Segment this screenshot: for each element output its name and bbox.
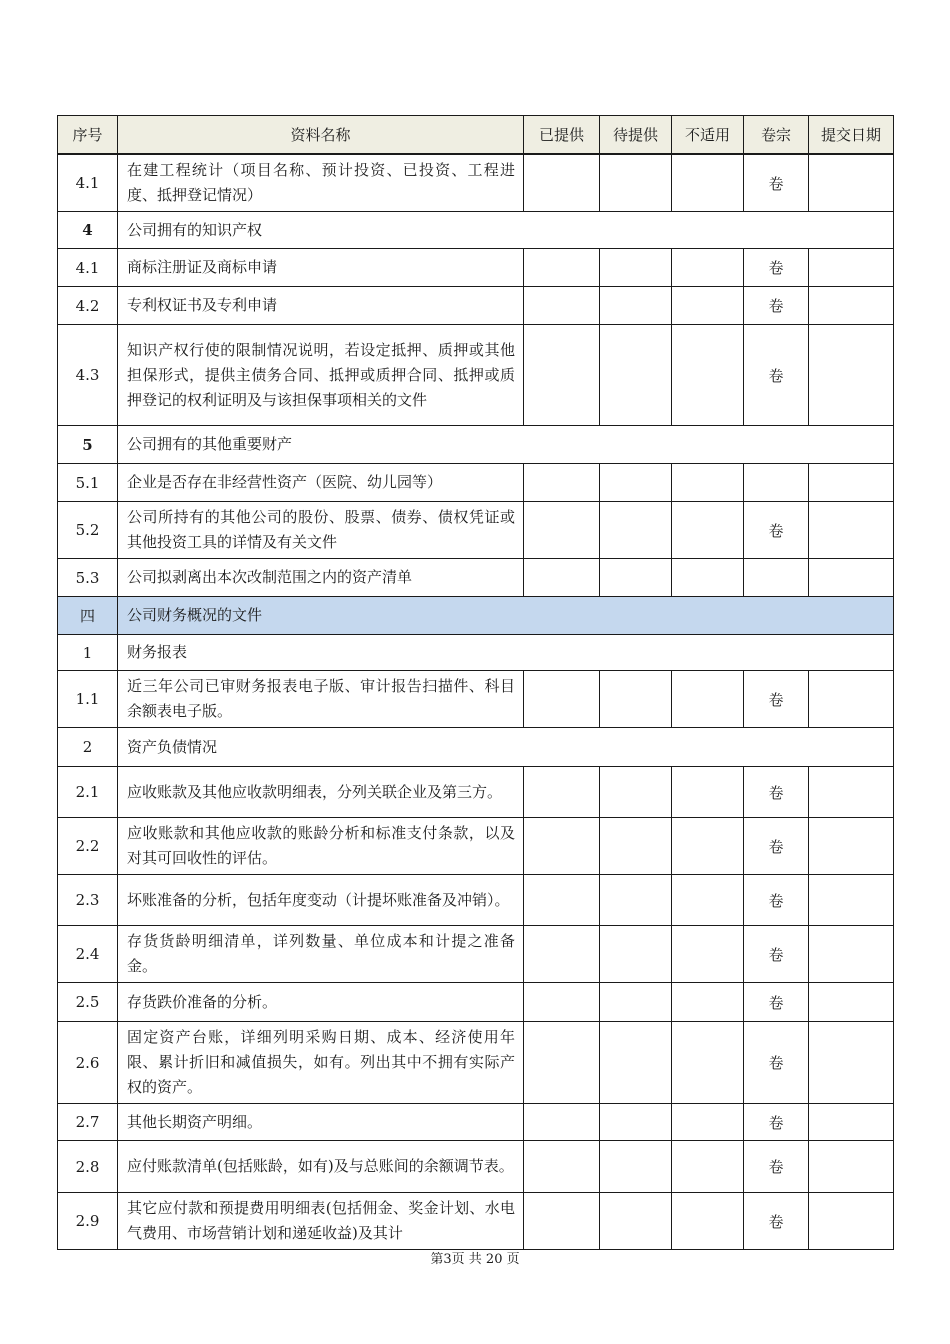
- provided-cell: [524, 154, 600, 212]
- not-applicable-cell: [672, 559, 744, 597]
- pending-cell: [600, 983, 672, 1022]
- table-row: [58, 325, 894, 426]
- row-number: 2.2: [58, 818, 118, 875]
- pending-cell: [600, 671, 672, 728]
- provided-cell: [524, 1104, 600, 1141]
- item-name: 应收账款及其他应收款明细表，分列关联企业及第三方。: [118, 767, 524, 818]
- table-row: [58, 767, 894, 818]
- volume-cell: 卷: [744, 325, 809, 426]
- provided-cell: [524, 464, 600, 502]
- submit-date-cell: [809, 1104, 894, 1141]
- materials-checklist-table: [57, 115, 894, 1250]
- item-name: 商标注册证及商标申请: [118, 249, 524, 287]
- header-name: 资料名称: [118, 116, 524, 155]
- row-number: 2.5: [58, 983, 118, 1022]
- row-number: 4.2: [58, 287, 118, 325]
- header-not-applicable: 不适用: [672, 116, 744, 155]
- not-applicable-cell: [672, 926, 744, 983]
- not-applicable-cell: [672, 502, 744, 559]
- row-number: 2.6: [58, 1022, 118, 1104]
- table-row: [58, 154, 894, 212]
- not-applicable-cell: [672, 875, 744, 926]
- provided-cell: [524, 325, 600, 426]
- header-volume: 卷宗: [744, 116, 809, 155]
- submit-date-cell: [809, 818, 894, 875]
- submit-date-cell: [809, 926, 894, 983]
- submit-date-cell: [809, 767, 894, 818]
- item-name: 存货货龄明细清单，详列数量、单位成本和计提之准备金。: [118, 926, 524, 983]
- section-number: 四: [58, 597, 118, 635]
- provided-cell: [524, 767, 600, 818]
- provided-cell: [524, 1022, 600, 1104]
- submit-date-cell: [809, 1141, 894, 1193]
- volume-cell: 卷: [744, 926, 809, 983]
- submit-date-cell: [809, 983, 894, 1022]
- volume-cell: 卷: [744, 1141, 809, 1193]
- pending-cell: [600, 926, 672, 983]
- volume-cell: 卷: [744, 1022, 809, 1104]
- pending-cell: [600, 154, 672, 212]
- pending-cell: [600, 559, 672, 597]
- table-row: [58, 926, 894, 983]
- pending-cell: [600, 325, 672, 426]
- submit-date-cell: [809, 1022, 894, 1104]
- table-row: [58, 1141, 894, 1193]
- item-name: 公司拟剥离出本次改制范围之内的资产清单: [118, 559, 524, 597]
- volume-cell: 卷: [744, 502, 809, 559]
- item-name: 专利权证书及专利申请: [118, 287, 524, 325]
- pending-cell: [600, 767, 672, 818]
- pending-cell: [600, 818, 672, 875]
- provided-cell: [524, 559, 600, 597]
- table-row: [58, 818, 894, 875]
- row-number: 4.3: [58, 325, 118, 426]
- not-applicable-cell: [672, 1141, 744, 1193]
- volume-cell: 卷: [744, 287, 809, 325]
- row-number: 1.1: [58, 671, 118, 728]
- table-row: [58, 1022, 894, 1104]
- pending-cell: [600, 502, 672, 559]
- submit-date-cell: [809, 287, 894, 325]
- volume-cell: 卷: [744, 1193, 809, 1250]
- submit-date-cell: [809, 154, 894, 212]
- row-number: 2.3: [58, 875, 118, 926]
- row-number: 2.4: [58, 926, 118, 983]
- subsection-title: 公司拥有的其他重要财产: [118, 426, 894, 464]
- item-name: 坏账准备的分析，包括年度变动（计提坏账准备及冲销）。: [118, 875, 524, 926]
- row-number: 5.2: [58, 502, 118, 559]
- row-number: 5.1: [58, 464, 118, 502]
- row-number: 2.8: [58, 1141, 118, 1193]
- pending-cell: [600, 1193, 672, 1250]
- not-applicable-cell: [672, 671, 744, 728]
- table-row: [58, 983, 894, 1022]
- subsection-title: 资产负债情况: [118, 728, 894, 767]
- table-header-row: [58, 116, 894, 155]
- volume-cell: 卷: [744, 875, 809, 926]
- row-number: 5: [58, 426, 118, 464]
- pending-cell: [600, 464, 672, 502]
- item-name: 应付账款清单(包括账龄，如有)及与总账间的余额调节表。: [118, 1141, 524, 1193]
- not-applicable-cell: [672, 1022, 744, 1104]
- item-name: 在建工程统计（项目名称、预计投资、已投资、工程进度、抵押登记情况）: [118, 154, 524, 212]
- row-number: 2.9: [58, 1193, 118, 1250]
- volume-cell: 卷: [744, 671, 809, 728]
- volume-cell: 卷: [744, 1104, 809, 1141]
- provided-cell: [524, 1193, 600, 1250]
- subsection-title: 公司拥有的知识产权: [118, 212, 894, 249]
- provided-cell: [524, 818, 600, 875]
- header-submit-date: 提交日期: [809, 116, 894, 155]
- row-number: 4.1: [58, 154, 118, 212]
- pending-cell: [600, 287, 672, 325]
- volume-cell: [744, 559, 809, 597]
- table-row: [58, 287, 894, 325]
- volume-cell: 卷: [744, 983, 809, 1022]
- pending-cell: [600, 1104, 672, 1141]
- item-name: 公司所持有的其他公司的股份、股票、债券、债权凭证或其他投资工具的详情及有关文件: [118, 502, 524, 559]
- provided-cell: [524, 287, 600, 325]
- item-name: 企业是否存在非经营性资产（医院、幼儿园等）: [118, 464, 524, 502]
- provided-cell: [524, 926, 600, 983]
- volume-cell: 卷: [744, 818, 809, 875]
- submit-date-cell: [809, 875, 894, 926]
- row-number: 2: [58, 728, 118, 767]
- submit-date-cell: [809, 559, 894, 597]
- header-provided: 已提供: [524, 116, 600, 155]
- row-number: 4: [58, 212, 118, 249]
- volume-cell: 卷: [744, 767, 809, 818]
- item-name: 固定资产台账，详细列明采购日期、成本、经济使用年限、累计折旧和减值损失，如有。列出其中不拥有实际产权的资产。: [118, 1022, 524, 1104]
- table-row: [58, 249, 894, 287]
- subsection-row: [58, 426, 894, 464]
- subsection-row: [58, 728, 894, 767]
- table-row: [58, 1104, 894, 1141]
- section-title: 公司财务概况的文件: [118, 597, 894, 635]
- table-row: [58, 671, 894, 728]
- provided-cell: [524, 671, 600, 728]
- item-name: 其它应付款和预提费用明细表(包括佣金、奖金计划、水电气费用、市场营销计划和递延收益)及其计: [118, 1193, 524, 1250]
- submit-date-cell: [809, 249, 894, 287]
- volume-cell: 卷: [744, 154, 809, 212]
- provided-cell: [524, 983, 600, 1022]
- submit-date-cell: [809, 464, 894, 502]
- submit-date-cell: [809, 502, 894, 559]
- provided-cell: [524, 1141, 600, 1193]
- table-row: [58, 502, 894, 559]
- pending-cell: [600, 1141, 672, 1193]
- row-number: 2.7: [58, 1104, 118, 1141]
- header-pending: 待提供: [600, 116, 672, 155]
- not-applicable-cell: [672, 1104, 744, 1141]
- item-name: 存货跌价准备的分析。: [118, 983, 524, 1022]
- item-name: 其他长期资产明细。: [118, 1104, 524, 1141]
- not-applicable-cell: [672, 464, 744, 502]
- pending-cell: [600, 249, 672, 287]
- submit-date-cell: [809, 671, 894, 728]
- volume-cell: [744, 464, 809, 502]
- header-no: 序号: [58, 116, 118, 155]
- submit-date-cell: [809, 1193, 894, 1250]
- item-name: 应收账款和其他应收款的账龄分析和标准支付条款，以及对其可回收性的评估。: [118, 818, 524, 875]
- pending-cell: [600, 1022, 672, 1104]
- pending-cell: [600, 875, 672, 926]
- table-row: [58, 559, 894, 597]
- not-applicable-cell: [672, 767, 744, 818]
- not-applicable-cell: [672, 249, 744, 287]
- table-row: [58, 1193, 894, 1250]
- not-applicable-cell: [672, 818, 744, 875]
- submit-date-cell: [809, 325, 894, 426]
- item-name: 近三年公司已审财务报表电子版、审计报告扫描件、科目余额表电子版。: [118, 671, 524, 728]
- volume-cell: 卷: [744, 249, 809, 287]
- provided-cell: [524, 502, 600, 559]
- row-number: 1: [58, 635, 118, 671]
- not-applicable-cell: [672, 287, 744, 325]
- subsection-row: [58, 635, 894, 671]
- row-number: 4.1: [58, 249, 118, 287]
- section-row: [58, 597, 894, 635]
- subsection-title: 财务报表: [118, 635, 894, 671]
- item-name: 知识产权行使的限制情况说明，若设定抵押、质押或其他担保形式，提供主债务合同、抵押或质押合同、抵押或质押登记的权利证明及与该担保事项相关的文件: [118, 325, 524, 426]
- subsection-row: [58, 212, 894, 249]
- row-number: 2.1: [58, 767, 118, 818]
- not-applicable-cell: [672, 154, 744, 212]
- provided-cell: [524, 249, 600, 287]
- provided-cell: [524, 875, 600, 926]
- table-row: [58, 464, 894, 502]
- not-applicable-cell: [672, 325, 744, 426]
- not-applicable-cell: [672, 983, 744, 1022]
- row-number: 5.3: [58, 559, 118, 597]
- page-number-footer: 第3页 共 20 页: [430, 1252, 520, 1267]
- table-row: [58, 875, 894, 926]
- not-applicable-cell: [672, 1193, 744, 1250]
